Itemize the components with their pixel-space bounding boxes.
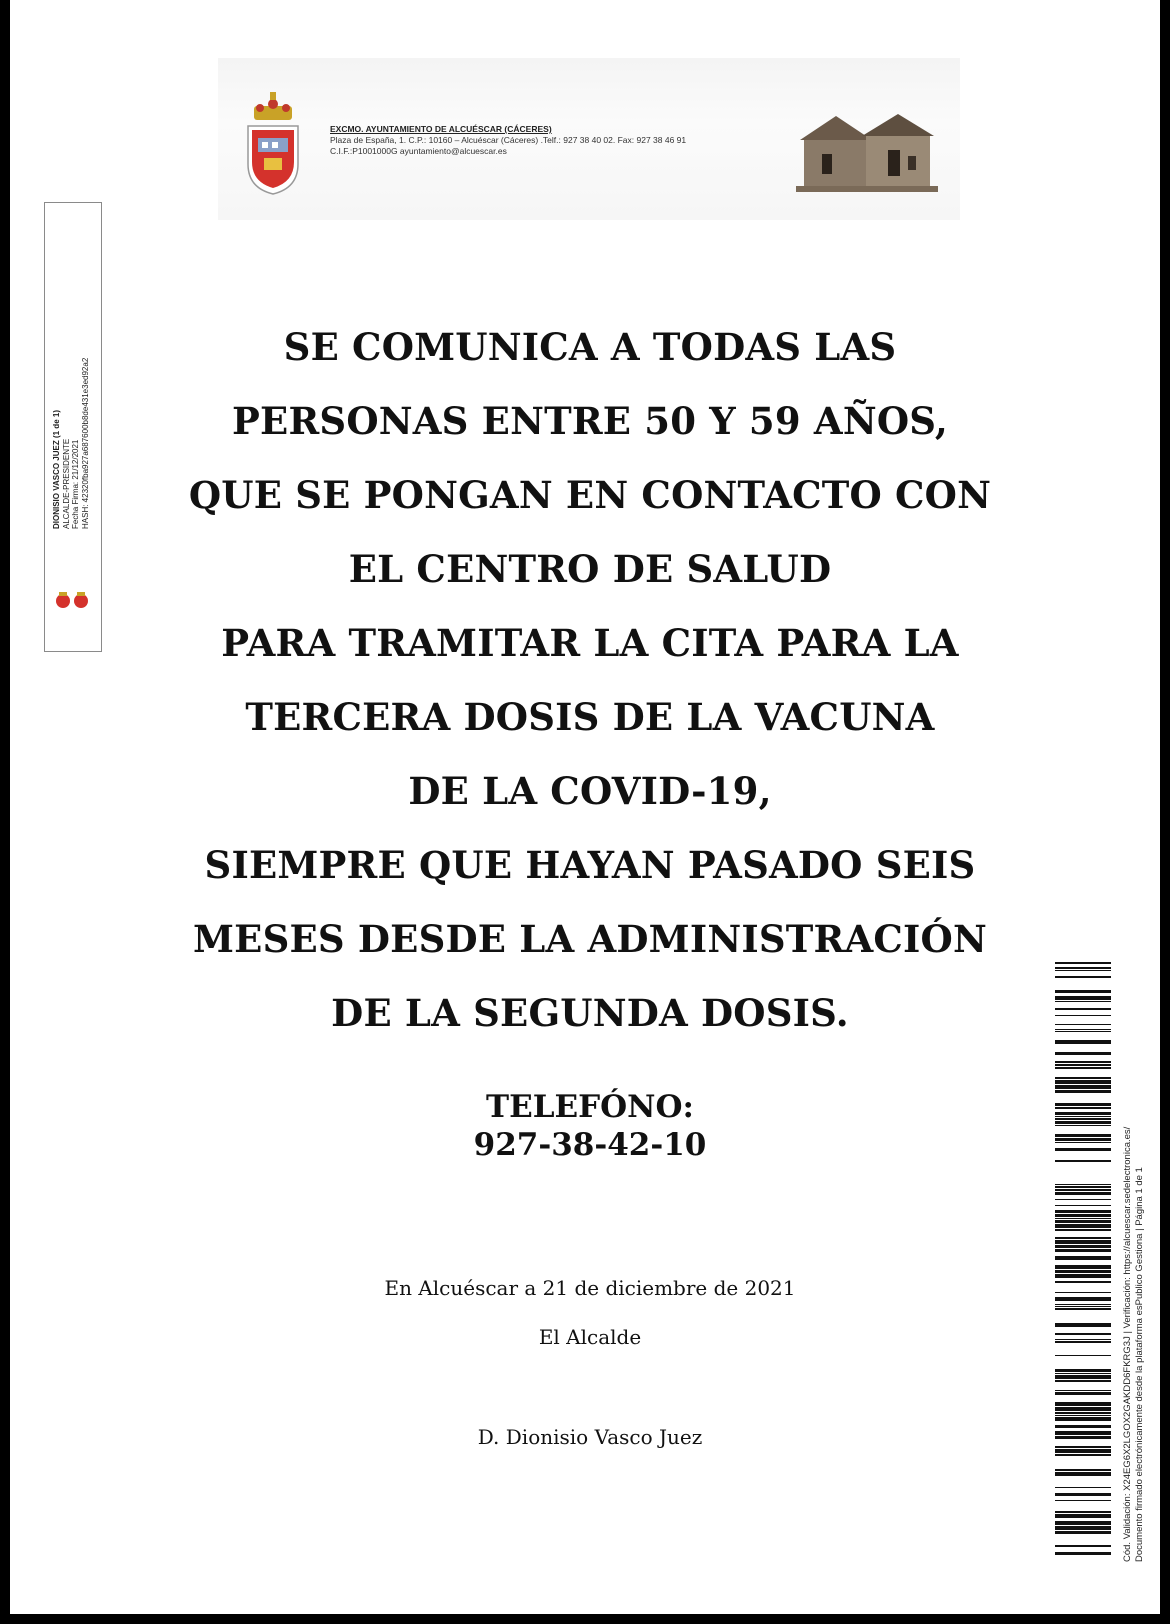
announcement-line: SIEMPRE QUE HAYAN PASADO SEIS (204, 843, 976, 887)
barcode-bar (1055, 1189, 1111, 1191)
barcode-bar (1055, 1237, 1111, 1239)
barcode-bar (1055, 1199, 1111, 1200)
barcode-bar (1055, 1148, 1111, 1151)
barcode-bar (1055, 1229, 1111, 1231)
barcode-bar (1055, 1341, 1111, 1343)
announcement (160, 310, 1020, 1050)
letterhead-text (330, 124, 790, 157)
barcode-bar (1055, 1220, 1111, 1223)
barcode-bar (1055, 1112, 1111, 1115)
barcode-bar (1055, 1369, 1111, 1372)
signer-name: DIONISIO VASCO JUEZ (1 de 1) (52, 410, 61, 529)
barcode-bar (1055, 1029, 1111, 1030)
stone-church-icon (796, 110, 938, 192)
signature-stamp (44, 202, 102, 652)
barcode-bar (1055, 1449, 1111, 1453)
place-date: En Alcuéscar a 21 de diciembre de 2021 (384, 1276, 796, 1300)
barcode-bar (1055, 1142, 1111, 1143)
barcode-bar (1055, 1500, 1111, 1501)
barcode-bar (1055, 1008, 1111, 1010)
barcode-bar (1055, 1090, 1111, 1093)
letterhead-title: EXCMO. AYUNTAMIENTO DE ALCUÉSCAR (CÁCERES) (330, 124, 552, 134)
barcode-bar (1055, 1446, 1111, 1448)
barcode-bar (1055, 1125, 1111, 1126)
barcode-bar (1055, 1375, 1111, 1379)
barcode-bar (1055, 1116, 1111, 1117)
barcode-bar (1055, 1339, 1111, 1340)
barcode-bar (1055, 1274, 1111, 1278)
barcode-bar (1055, 1531, 1111, 1534)
barcode-bar (1055, 1431, 1111, 1435)
barcode-bar (1055, 1121, 1111, 1124)
barcode-bar (1055, 1205, 1111, 1206)
announcement-line: DE LA COVID-19, (408, 769, 772, 813)
announcement-line: TERCERA DOSIS DE LA VACUNA (245, 695, 935, 739)
barcode-bar (1055, 1118, 1111, 1120)
barcode-bar (1055, 1245, 1111, 1248)
signature-hash: HASH: 42320fba927a687600b8de431e3ed92a2 (80, 357, 90, 529)
barcode-bar (1055, 1392, 1111, 1395)
barcode-bar (1055, 990, 1111, 993)
barcode-bar (1055, 1292, 1111, 1293)
barcode-bar (1055, 1067, 1111, 1069)
barcode-bar (1055, 1270, 1111, 1273)
barcode-bar (1055, 1256, 1111, 1260)
announcement-line: EL CENTRO DE SALUD (348, 547, 832, 591)
barcode-bar (1055, 1417, 1111, 1421)
barcode-bar (1055, 1265, 1111, 1269)
barcode-bar (1055, 1214, 1111, 1217)
signature-text (52, 199, 90, 529)
barcode-bar (1055, 1472, 1111, 1476)
letterhead-address: Plaza de España, 1. C.P.: 10160 – Alcuéscar (Cáceres) .Telf.: 927 38 40 02. Fax: 927 38 46 91 (330, 135, 687, 145)
announcement-line: PERSONAS ENTRE 50 Y 59 AÑOS, (232, 399, 948, 443)
barcode-bar (1055, 1521, 1111, 1525)
barcode-bar (1055, 1240, 1111, 1244)
barcode-bar (1055, 1184, 1111, 1185)
barcode-bar (1055, 1545, 1111, 1547)
barcode-bar (1055, 1297, 1111, 1301)
barcode-bar (1055, 1103, 1111, 1106)
verification-platform: Documento firmado electrónicamente desde la plataforma esPublico Gestiona | Página 1 de 1 (1134, 1167, 1145, 1562)
announcement-line: SE COMUNICA A TODAS LAS (283, 325, 897, 369)
signature-date: Fecha Firma: 21/12/2021 (71, 439, 80, 529)
phone-label: TELEFÓNO: (486, 1089, 694, 1125)
barcode-bar (1055, 1390, 1111, 1391)
barcode-icon (1055, 962, 1111, 1562)
barcode-bar (1055, 1415, 1111, 1416)
barcode-bar (1055, 1493, 1111, 1496)
barcode-bar (1055, 1514, 1111, 1518)
barcode-bar (1055, 1186, 1111, 1188)
letterhead-cif-email: C.I.F.:P1001000G ayuntamiento@alcuescar.es (330, 146, 507, 156)
barcode-bar (1055, 1080, 1111, 1084)
barcode-bar (1055, 967, 1111, 969)
barcode-bar (1055, 1323, 1111, 1327)
barcode-bar (1055, 1015, 1111, 1016)
barcode-bar (1055, 1249, 1111, 1252)
barcode-bar (1055, 1425, 1111, 1428)
barcode-bar (1055, 1061, 1111, 1063)
announcement-line: DE LA SEGUNDA DOSIS. (331, 991, 849, 1035)
signer-role: ALCALDE-PRESIDENTE (61, 438, 71, 529)
barcode-bar (1055, 1224, 1111, 1228)
barcode-bar (1055, 976, 1111, 978)
barcode-bar (1055, 1306, 1111, 1307)
barcode-bar (1055, 1526, 1111, 1530)
barcode-bar (1055, 1436, 1111, 1439)
barcode-bar (1055, 1487, 1111, 1488)
barcode-bar (1055, 1511, 1111, 1513)
barcode-bar (1055, 1281, 1111, 1283)
barcode-bar (1055, 1107, 1111, 1109)
barcode-bar (1055, 1552, 1111, 1555)
barcode-bar (1055, 1024, 1111, 1025)
barcode-bar (1055, 1160, 1111, 1162)
announcement-line: MESES DESDE LA ADMINISTRACIÓN (193, 917, 987, 961)
barcode-bar (1055, 1077, 1111, 1079)
signer-full-name: D. Dionisio Vasco Juez (477, 1425, 703, 1449)
barcode-bar (1055, 1412, 1111, 1414)
announcement-line: QUE SE PONGAN EN CONTACTO CON (188, 473, 992, 517)
barcode-bar (1055, 1040, 1111, 1044)
document-page (10, 0, 1160, 1614)
barcode-bar (1055, 1355, 1111, 1356)
barcode-bar (1055, 1304, 1111, 1305)
signer-title: El Alcalde (538, 1325, 642, 1349)
phone-number: 927-38-42-10 (473, 1127, 707, 1163)
announcement-line: PARA TRAMITAR LA CITA PARA LA (221, 621, 959, 665)
barcode-bar (1055, 962, 1111, 964)
barcode-bar (1055, 1469, 1111, 1471)
barcode-bar (1055, 1192, 1111, 1195)
letterhead (218, 58, 960, 220)
barcode-bar (1055, 1218, 1111, 1219)
barcode-bar (1055, 1138, 1111, 1141)
barcode-bar (1055, 1031, 1111, 1032)
barcode-bar (1055, 1052, 1111, 1055)
barcode-bar (1055, 1333, 1111, 1335)
barcode-bar (1055, 1380, 1111, 1382)
barcode-bar (1055, 970, 1111, 971)
barcode-bar (1055, 1407, 1111, 1411)
barcode-bar (1055, 1134, 1111, 1137)
verification-code: Cód. Validación: X24EG6X2LGOX2GAKDD6FKRG3J | Verificación: https://alcuescar.sedelectronica.es/ (1122, 1126, 1133, 1562)
barcode-bar (1055, 1001, 1111, 1002)
barcode-bar (1055, 1402, 1111, 1406)
verification-text (1122, 1002, 1146, 1562)
barcode-bar (1055, 1085, 1111, 1089)
barcode-bar (1055, 1454, 1111, 1456)
barcode-bar (1055, 996, 1111, 1000)
barcode-bar (1055, 1210, 1111, 1213)
phone-block (390, 1088, 790, 1164)
barcode-bar (1055, 1308, 1111, 1310)
coat-of-arms-icon (240, 86, 306, 196)
signature-seal-icon (51, 589, 95, 613)
barcode-bar (1055, 1064, 1111, 1066)
barcode-bar (1055, 1373, 1111, 1374)
